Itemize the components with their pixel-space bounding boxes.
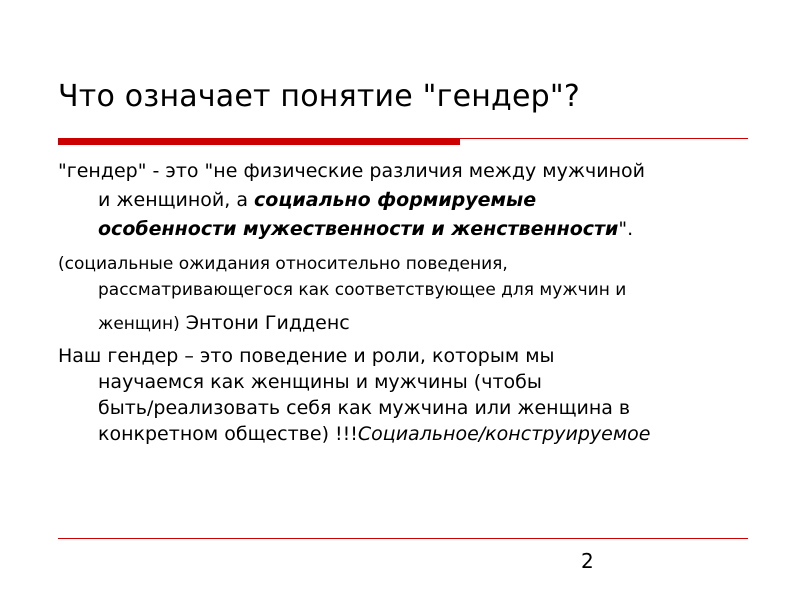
paragraph1-emphasis-1: социально формируемые — [254, 189, 537, 211]
paragraph1-emphasis-2: особенности мужественности и женственности — [98, 218, 619, 240]
paragraph3-line1: Наш гендер – это поведение и роли, которым мы — [58, 345, 555, 367]
paragraph1-line1: "гендер" - это "не физические различия между мужчиной — [58, 160, 645, 182]
paragraph2-line3 — [98, 311, 350, 336]
paragraph3-line4-text: конкретном обществе) !!! — [98, 423, 358, 445]
title-underline-thick — [58, 138, 460, 145]
paragraph3-line2: научаемся как женщины и мужчины (чтобы — [98, 371, 542, 393]
footer-rule — [58, 538, 748, 539]
paragraph3-line3: быть/реализовать себя как мужчина или женщина в — [98, 397, 631, 419]
paragraph3-line4 — [98, 422, 651, 446]
paragraph2-line1: (социальные ожидания относительно поведения, — [58, 254, 508, 274]
paragraph2-line2: рассматривающегося как соответствующее для мужчин и — [98, 280, 627, 300]
paragraph1-line2-text: и женщиной, а — [98, 189, 255, 211]
author-name: Энтони Гидденс — [179, 312, 350, 334]
paragraph1-line3-tail: ". — [618, 218, 634, 240]
paragraph1-line3 — [98, 217, 633, 241]
paragraph2-line3-text: женщин) — [98, 314, 180, 334]
paragraph3-emphasis: Социальное/конструируемое — [357, 423, 651, 445]
page-number: 2 — [581, 549, 594, 573]
slide-title: Что означает понятие "гендер"? — [58, 79, 581, 114]
title-underline-thin — [460, 138, 748, 139]
paragraph1-line2 — [98, 188, 536, 212]
